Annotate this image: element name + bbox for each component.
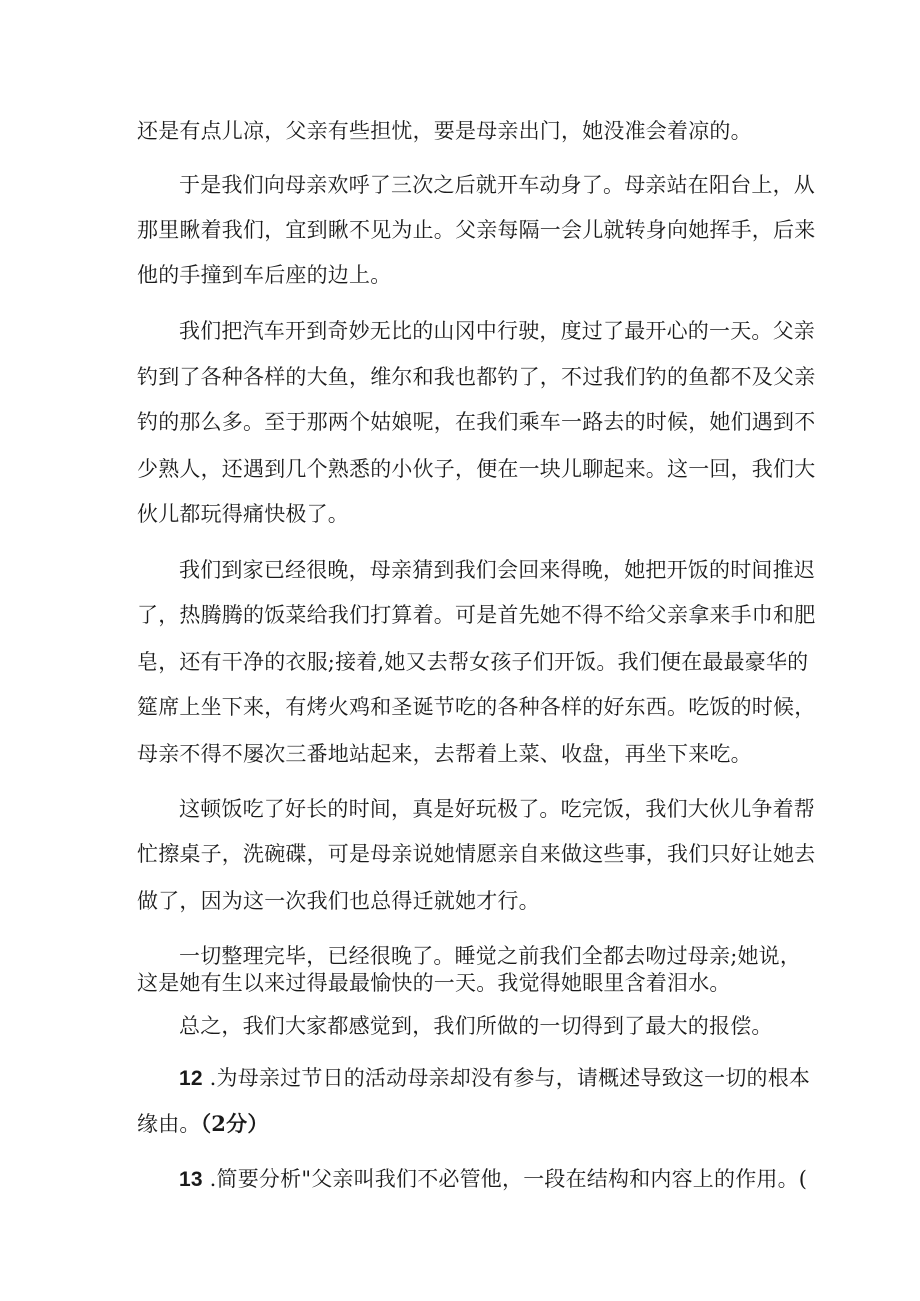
- question-number: 12: [179, 1067, 203, 1090]
- question-12-continuation: [137, 1110, 797, 1138]
- paragraph-line: 一切整理完毕，已经很晚了。睡觉之前我们全都去吻过母亲;她说，: [179, 944, 802, 968]
- question-12: [179, 1064, 839, 1093]
- paragraph-line: 钓的那么多。至于那两个姑娘呢，在我们乘车一路去的时候，她们遇到不: [137, 410, 816, 434]
- paragraph-line: 皂，还有干净的衣服;接着,她又去帮女孩子们开饭。我们便在最最豪华的: [137, 650, 809, 674]
- paragraph-line: 忙擦桌子，洗碗碟，可是母亲说她情愿亲自来做这些事，我们只好让她去: [137, 842, 816, 866]
- question-score: （2分）: [200, 1111, 269, 1136]
- question-number: 13: [179, 1168, 203, 1191]
- paragraph-line: 这是她有生以来过得最最愉快的一天。我觉得她眼里含着泪水。: [137, 971, 731, 995]
- paragraph-line: 他的手撞到车后座的边上。: [137, 263, 392, 287]
- paragraph-line: 我们把汽车开到奇妙无比的山冈中行驶，度过了最开心的一天。父亲: [179, 319, 815, 343]
- question-13: [179, 1165, 839, 1194]
- question-text: .为母亲过节日的活动母亲却没有参与，请概述导致这一切的根本: [209, 1066, 811, 1090]
- paragraph-line: 筵席上坐下来，有烤火鸡和圣诞节吃的各种各样的好东西。吃饭的时候，: [137, 695, 816, 719]
- paragraph-line: 伙儿都玩得痛快极了。: [137, 502, 349, 526]
- paragraph-line: 我们到家已经很晚，母亲猜到我们会回来得晚，她把开饭的时间推迟: [179, 558, 815, 582]
- paragraph-line: 少熟人，还遇到几个熟悉的小伙子，便在一块儿聊起来。这一回，我们大: [137, 457, 816, 481]
- question-text: 缘由。: [137, 1112, 201, 1136]
- paragraph-line: 了，热腾腾的饭菜给我们打算着。可是首先她不得不给父亲拿来手巾和肥: [137, 603, 816, 627]
- paragraph-line: 于是我们向母亲欢呼了三次之后就开车动身了。母亲站在阳台上，从: [179, 173, 815, 197]
- paragraph-line: 那里瞅着我们，宜到瞅不见为止。父亲每隔一会儿就转身向她挥手，后来: [137, 218, 816, 242]
- paragraph-line: 做了，因为这一次我们也总得迁就她才行。: [137, 889, 540, 913]
- paragraph-line: 钓到了各种各样的大鱼，维尔和我也都钓了，不过我们钓的鱼都不及父亲: [137, 365, 816, 389]
- paragraph-line: 这顿饭吃了好长的时间，真是好玩极了。吃完饭，我们大伙儿争着帮: [179, 797, 815, 821]
- question-text: .简要分析"父亲叫我们不必管他，一段在结构和内容上的作用。(: [209, 1167, 808, 1191]
- paragraph-line: 还是有点儿凉，父亲有些担忧，要是母亲出门，她没准会着凉的。: [137, 119, 752, 143]
- paragraph-line: 母亲不得不屡次三番地站起来，去帮着上菜、收盘，再坐下来吃。: [137, 742, 752, 766]
- paragraph-line: 总之，我们大家都感觉到，我们所做的一切得到了最大的报偿。: [179, 1014, 773, 1038]
